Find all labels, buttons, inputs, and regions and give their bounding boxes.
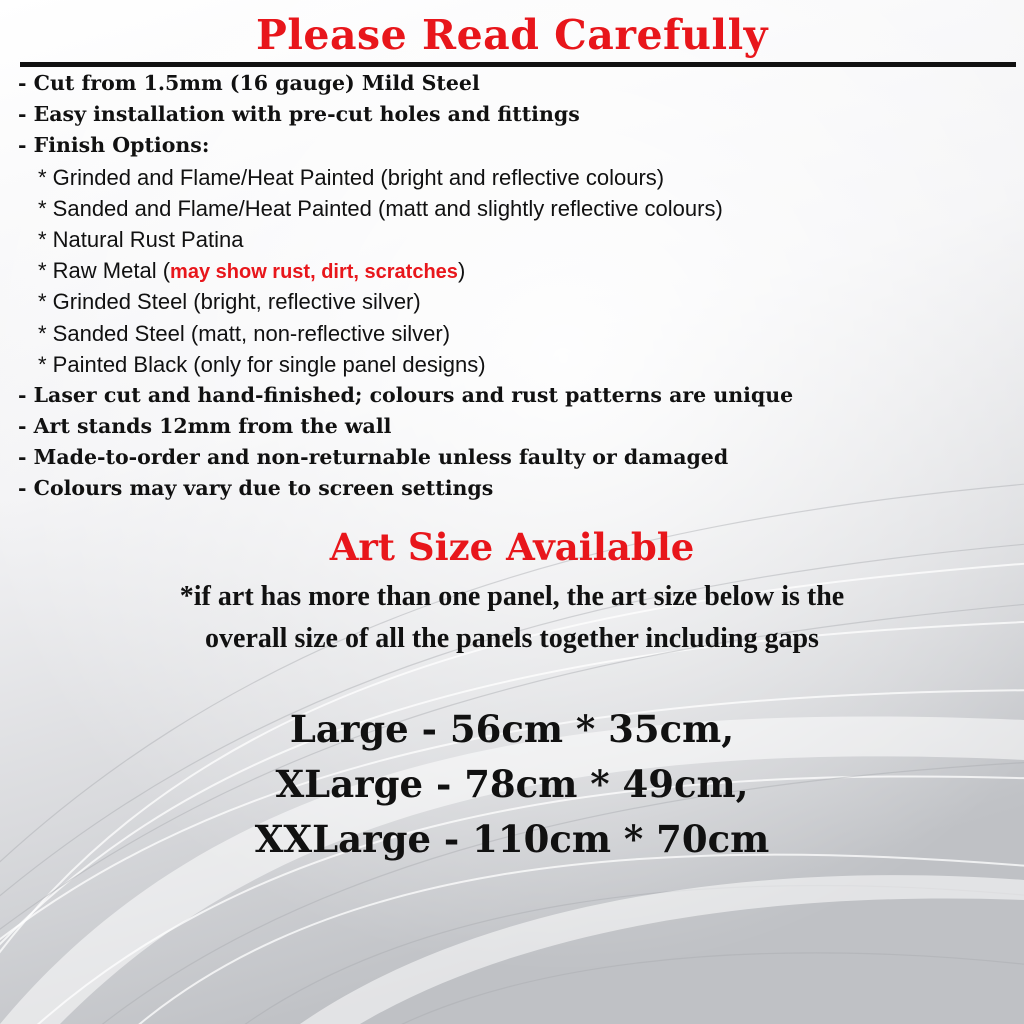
- list-item: - Made-to-order and non-returnable unless faulty or damaged: [18, 445, 729, 470]
- sizes-note-line: overall size of all the panels together including gaps: [205, 623, 819, 654]
- finish-option-label: * Raw Metal (: [38, 258, 171, 284]
- finish-option: * Grinded and Flame/Heat Painted (bright and reflective colours): [38, 164, 665, 190]
- list-item: - Laser cut and hand-finished; colours and rust patterns are unique: [18, 382, 794, 407]
- size-option: XXLarge - 110cm * 70cm: [254, 817, 770, 861]
- finish-option: * Grinded Steel (bright, reflective silver): [38, 289, 421, 315]
- list-item: - Colours may vary due to screen settings: [18, 476, 494, 501]
- finish-option: * Sanded and Flame/Heat Painted (matt and slightly reflective colours): [38, 195, 723, 221]
- sizes-heading: Art Size Available: [329, 525, 695, 569]
- title-divider: [20, 62, 1016, 67]
- finish-option-suffix: ): [457, 258, 466, 284]
- sizes-note-line: *if art has more than one panel, the art size below is the: [179, 581, 845, 612]
- list-item: - Art stands 12mm from the wall: [18, 414, 392, 439]
- sizes-list: [0, 702, 1024, 867]
- finish-option: * Painted Black (only for single panel designs): [38, 351, 486, 377]
- finish-option: * Natural Rust Patina: [38, 226, 244, 252]
- list-item: - Finish Options:: [18, 133, 210, 158]
- finish-option: * Sanded Steel (matt, non-reflective silver): [38, 320, 451, 346]
- sizes-note: [0, 576, 1024, 660]
- list-item: - Cut from 1.5mm (16 gauge) Mild Steel: [18, 71, 480, 95]
- list-item: - Easy installation with pre-cut holes and fittings: [18, 102, 580, 127]
- details-list: [18, 68, 1018, 505]
- size-option: Large - 56cm * 35cm,: [289, 707, 735, 751]
- warning-text: may show rust, dirt, scratches: [170, 261, 458, 284]
- finish-option: [18, 255, 1018, 286]
- page-title: Please Read Carefully: [256, 11, 768, 59]
- size-option: XLarge - 78cm * 49cm,: [275, 762, 749, 806]
